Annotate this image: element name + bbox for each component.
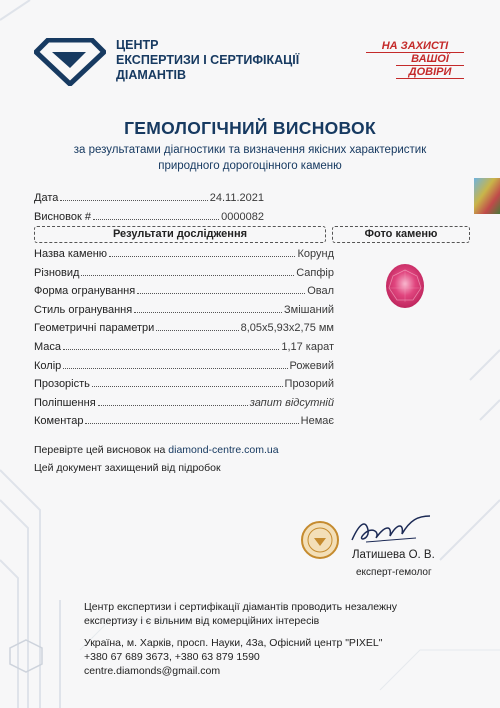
stone-name-label: Назва каменю bbox=[34, 248, 108, 260]
protection-note: Цей документ захищений від підробок bbox=[34, 462, 221, 474]
subtitle-line-1: за результатами діагностики та визначення якісних характеристик bbox=[73, 144, 427, 156]
date-label: Дата bbox=[34, 192, 59, 204]
comment-label: Коментар bbox=[34, 415, 84, 428]
org-name-line-2: ЕКСПЕРТИЗИ І СЕРТИФІКАЦІЇ bbox=[116, 53, 300, 67]
expert-signature-block bbox=[300, 512, 470, 582]
seal-stamp-icon bbox=[300, 520, 340, 560]
footer-email[interactable]: centre.diamonds@gmail.com bbox=[84, 665, 221, 677]
slogan-line-2: ВАШОЇ bbox=[396, 53, 464, 66]
meta-fields bbox=[34, 192, 334, 229]
expert-role: експерт-гемолог bbox=[356, 567, 432, 578]
photo-section-header: Фото каменю bbox=[332, 226, 470, 243]
document-subtitle bbox=[20, 142, 480, 174]
result-row bbox=[34, 267, 334, 286]
verify-note bbox=[34, 444, 279, 456]
diamond-logo-icon bbox=[34, 38, 106, 86]
clarity-label: Прозорість bbox=[34, 378, 90, 391]
date-value: 24.11.2021 bbox=[209, 192, 264, 204]
results-list bbox=[34, 248, 334, 434]
slogan-line-3: ДОВІРИ bbox=[396, 66, 464, 79]
result-row bbox=[34, 415, 334, 434]
comment-value: Немає bbox=[300, 415, 334, 428]
conclusion-number-label: Висновок # bbox=[34, 210, 91, 223]
hologram-sticker-icon bbox=[474, 178, 500, 214]
footer-statement-line-2: експертизу і є вільним від комерційних інтересів bbox=[84, 615, 320, 627]
cut-shape-label: Форма огранування bbox=[34, 285, 136, 298]
footer-statement-line-1: Центр експертизи і сертифікації діамантів проводить незалежну bbox=[84, 601, 398, 613]
cut-shape-value: Овал bbox=[307, 285, 334, 298]
verify-prefix: Перевірте цей висновок на bbox=[34, 444, 166, 456]
result-row bbox=[34, 285, 334, 304]
conclusion-number-value: 0000082 bbox=[221, 210, 264, 223]
org-name-line-3: ДІАМАНТІВ bbox=[116, 68, 187, 82]
slogan bbox=[366, 40, 464, 79]
variety-value: Сапфір bbox=[296, 266, 334, 279]
clarity-value: Прозорий bbox=[284, 378, 334, 391]
weight-label: Маса bbox=[34, 340, 62, 353]
header bbox=[34, 38, 474, 98]
result-row bbox=[34, 304, 334, 323]
result-row bbox=[34, 397, 334, 416]
color-label: Колір bbox=[34, 359, 62, 372]
color-value: Рожевий bbox=[289, 359, 334, 372]
treatment-label: Поліпшення bbox=[34, 396, 96, 409]
dimensions-label: Геометричні параметри bbox=[34, 322, 155, 335]
result-row bbox=[34, 341, 334, 360]
results-section-header: Результати дослідження bbox=[34, 226, 326, 243]
handwritten-signature bbox=[346, 512, 436, 548]
treatment-value: запит відсутній bbox=[249, 396, 334, 409]
subtitle-line-2: природного дорогоцінного каменю bbox=[158, 160, 342, 172]
cut-style-label: Стиль огранування bbox=[34, 303, 133, 316]
cut-style-value: Змішаний bbox=[284, 303, 334, 316]
expert-name: Латишева О. В. bbox=[352, 549, 435, 561]
variety-label: Різновид bbox=[34, 266, 80, 279]
footer-phones: +380 67 689 3673, +380 63 879 1590 bbox=[84, 651, 260, 663]
slogan-line-1: НА ЗАХИСТІ bbox=[366, 40, 464, 53]
org-name-line-1: ЦЕНТР bbox=[116, 38, 159, 52]
organization-name bbox=[116, 38, 366, 83]
document-title: ГЕМОЛОГІЧНИЙ ВИСНОВОК bbox=[124, 118, 376, 138]
result-row bbox=[34, 322, 334, 341]
result-row bbox=[34, 378, 334, 397]
stone-name-value: Корунд bbox=[297, 248, 334, 260]
gemstone-photo bbox=[381, 262, 429, 310]
date-row bbox=[34, 192, 264, 211]
result-row bbox=[34, 248, 334, 267]
weight-value: 1,17 карат bbox=[281, 340, 334, 353]
verify-site-link[interactable]: diamond-centre.com.ua bbox=[168, 444, 279, 456]
result-row bbox=[34, 360, 334, 379]
footer bbox=[84, 600, 474, 678]
footer-address: Україна, м. Харків, просп. Науки, 43а, Офісний центр "PIXEL" bbox=[84, 637, 383, 649]
dimensions-value: 8,05x5,93x2,75 мм bbox=[240, 322, 334, 335]
